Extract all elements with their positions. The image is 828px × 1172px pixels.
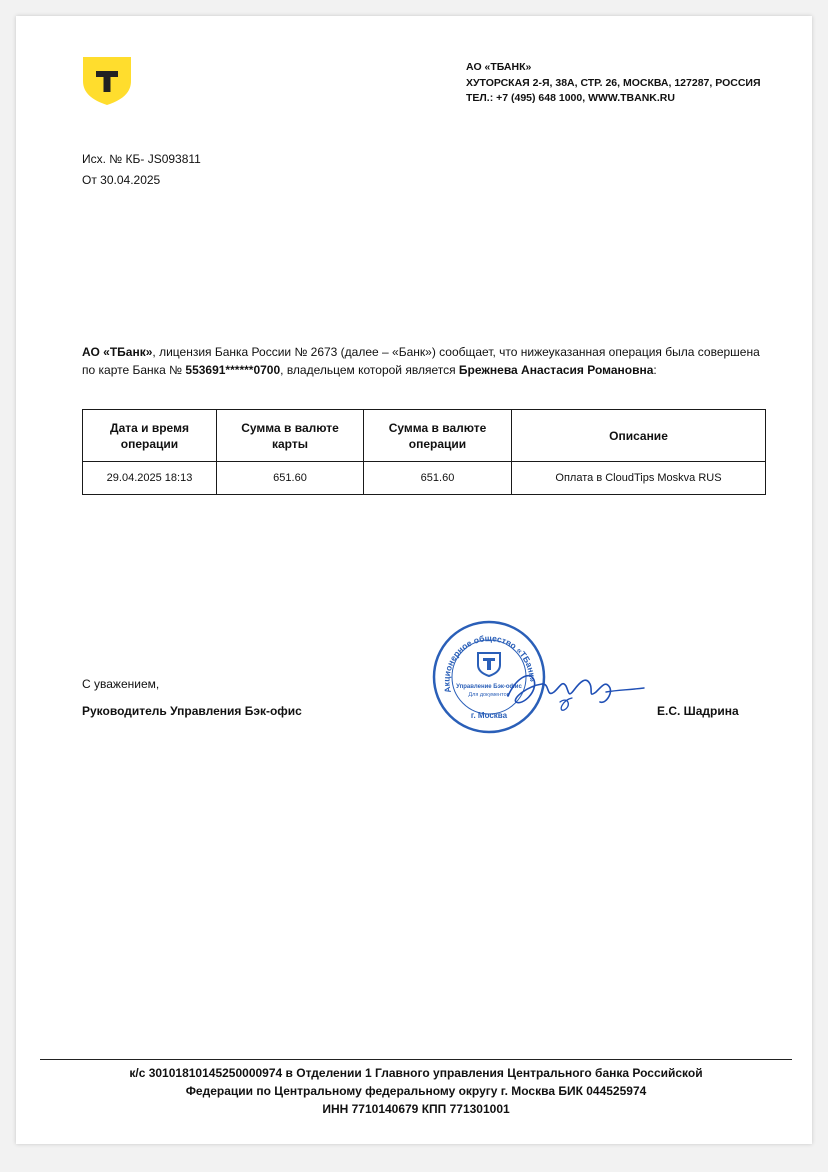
footer-line-2: Федерации по Центральному федеральному округу г. Москва БИК 044525974: [185, 1084, 647, 1098]
intro-text-3: :: [653, 363, 657, 377]
regards-text: С уважением,: [82, 677, 160, 691]
outgoing-reference: [82, 149, 201, 191]
header-description: Описание: [512, 410, 766, 462]
tbank-logo-icon: [82, 56, 132, 106]
intro-paragraph: [82, 343, 772, 379]
bank-name: АО «ТБАНК»: [466, 61, 532, 73]
svg-text:Акционерное общество «ТБанк»: Акционерное общество «ТБанк»: [441, 633, 538, 694]
table-header-row: [83, 410, 766, 462]
intro-text-1: , лицензия Банка России № 2673 (далее – «Банк») сообщает, что нижеуказанная операция была совершена по карте Банка №: [82, 345, 760, 377]
card-owner: Брежнева Анастасия Романовна: [458, 363, 654, 377]
signer-name: Е.С. Шадрина: [657, 704, 739, 718]
signer-position: Руководитель Управления Бэк-офис: [82, 704, 302, 718]
cell-description: Оплата в CloudTips Moskva RUS: [512, 462, 766, 495]
bank-requisites-footer: [40, 1064, 792, 1118]
footer-line-1: к/с 30101810145250000974 в Отделении 1 Главного управления Центрального банка Российской: [129, 1066, 703, 1080]
footer-line-3: ИНН 7710140679 КПП 771301001: [322, 1102, 510, 1116]
header-operation-amount: Сумма в валюте операции: [364, 410, 512, 462]
header-card-amount: Сумма в валюте карты: [217, 410, 364, 462]
cell-datetime: 29.04.2025 18:13: [83, 462, 217, 495]
svg-text:г. Москва: г. Москва: [470, 711, 508, 720]
handwritten-signature: [502, 662, 652, 718]
header-datetime: Дата и время операции: [83, 410, 217, 462]
reference-date: От 30.04.2025: [82, 173, 161, 187]
intro-text-2: , владельцем которой является: [280, 363, 459, 377]
document-page: [16, 16, 812, 1144]
cell-operation-amount: 651.60: [364, 462, 512, 495]
operations-table: [82, 409, 766, 495]
cell-card-amount: 651.60: [217, 462, 364, 495]
bank-header: [466, 60, 761, 107]
reference-number: Исх. № КБ- JS093811: [82, 152, 201, 166]
intro-bank-name: АО «ТБанк»: [82, 345, 153, 359]
bank-address: ХУТОРСКАЯ 2-Я, 38А, СТР. 26, МОСКВА, 127287, РОССИЯ: [466, 76, 761, 89]
table-row: [83, 462, 766, 495]
bank-contacts: ТЕЛ.: +7 (495) 648 1000, WWW.TBANK.RU: [466, 92, 675, 104]
footer-divider: [40, 1059, 792, 1060]
svg-text:Для документов: Для документов: [468, 692, 510, 698]
svg-text:Управление Бэк-офис: Управление Бэк-офис: [456, 684, 522, 690]
card-number: 553691******0700: [185, 363, 281, 377]
